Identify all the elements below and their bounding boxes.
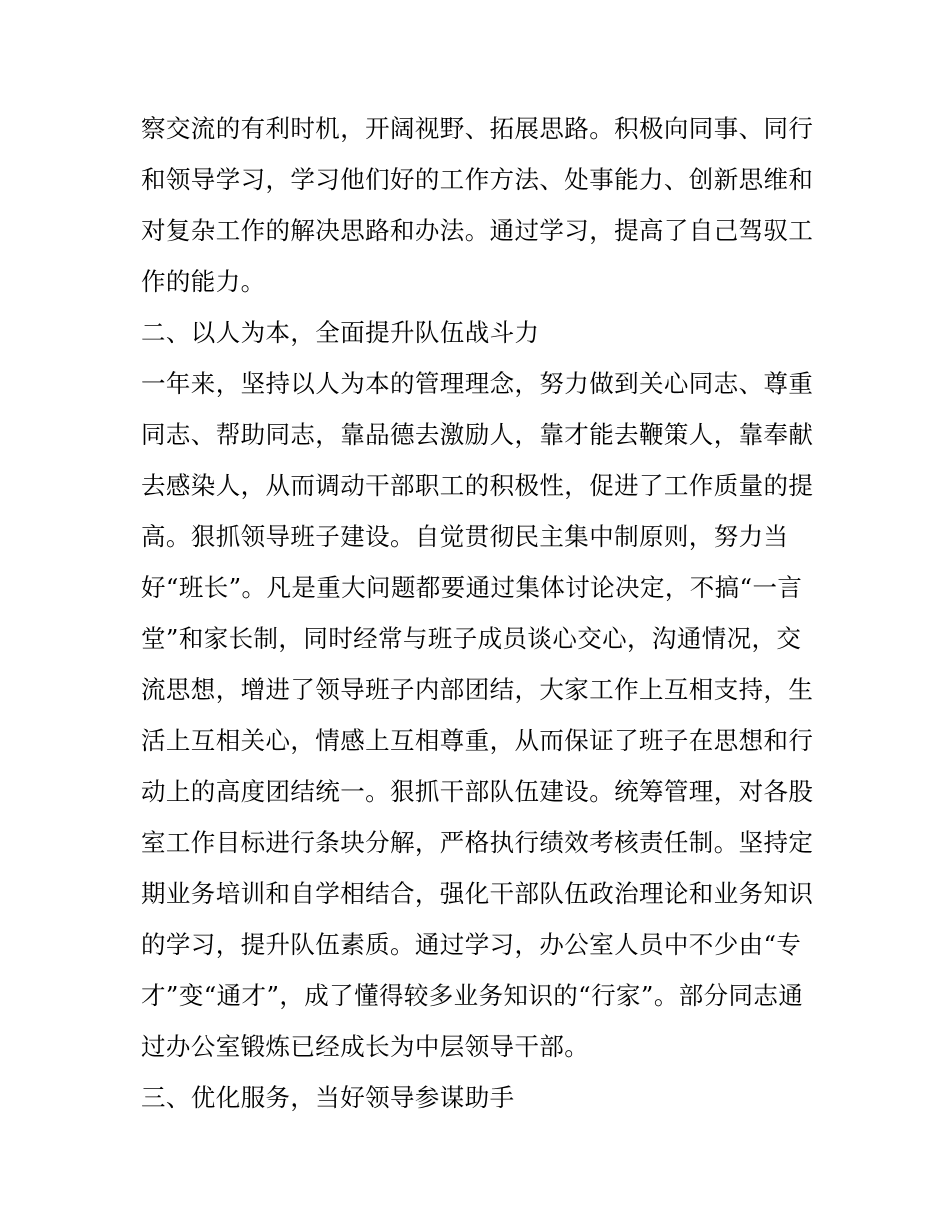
text-line: 察交流的有利时机，开阔视野、拓展思路。积极向同事、同行 — [141, 114, 814, 143]
text-line: 活上互相关心，情感上互相尊重，从而保证了班子在思想和行 — [141, 726, 814, 755]
text-line: 和领导学习，学习他们好的工作方法、处事能力、创新思维和 — [141, 165, 814, 194]
text-line: 期业务培训和自学相结合，强化干部队伍政治理论和业务知识 — [141, 879, 814, 908]
text-line: 室工作目标进行条块分解，严格执行绩效考核责任制。坚持定 — [141, 828, 814, 857]
text-line: 一年来，坚持以人为本的管理理念，努力做到关心同志、尊重 — [141, 369, 814, 398]
section-heading: 二、以人为本，全面提升队伍战斗力 — [141, 318, 540, 347]
text-line: 的学习，提升队伍素质。通过学习，办公室人员中不少由“专 — [141, 930, 802, 959]
text-line: 同志、帮助同志，靠品德去激励人，靠才能去鞭策人，靠奉献 — [141, 420, 814, 449]
document-body — [141, 103, 821, 1123]
text-line: 好“班长”。凡是重大问题都要通过集体讨论决定，不搞“一言 — [141, 573, 803, 602]
text-line: 堂”和家长制，同时经常与班子成员谈心交心，沟通情况，交 — [141, 624, 802, 653]
text-line: 过办公室锻炼已经成长为中层领导干部。 — [141, 1032, 590, 1061]
text-line: 才”变“通才”，成了懂得较多业务知识的“行家”。部分同志通 — [141, 981, 804, 1010]
text-line: 流思想，增进了领导班子内部团结，大家工作上互相支持，生 — [141, 675, 814, 704]
text-line: 高。狠抓领导班子建设。自觉贯彻民主集中制原则，努力当 — [141, 522, 789, 551]
text-line: 去感染人，从而调动干部职工的积极性，促进了工作质量的提 — [141, 471, 814, 500]
section-heading: 三、优化服务，当好领导参谋助手 — [141, 1083, 515, 1112]
text-line: 动上的高度团结统一。狠抓干部队伍建设。统筹管理，对各股 — [141, 777, 814, 806]
text-line: 作的能力。 — [141, 267, 266, 296]
text-line: 对复杂工作的解决思路和办法。通过学习，提高了自己驾驭工 — [141, 216, 814, 245]
